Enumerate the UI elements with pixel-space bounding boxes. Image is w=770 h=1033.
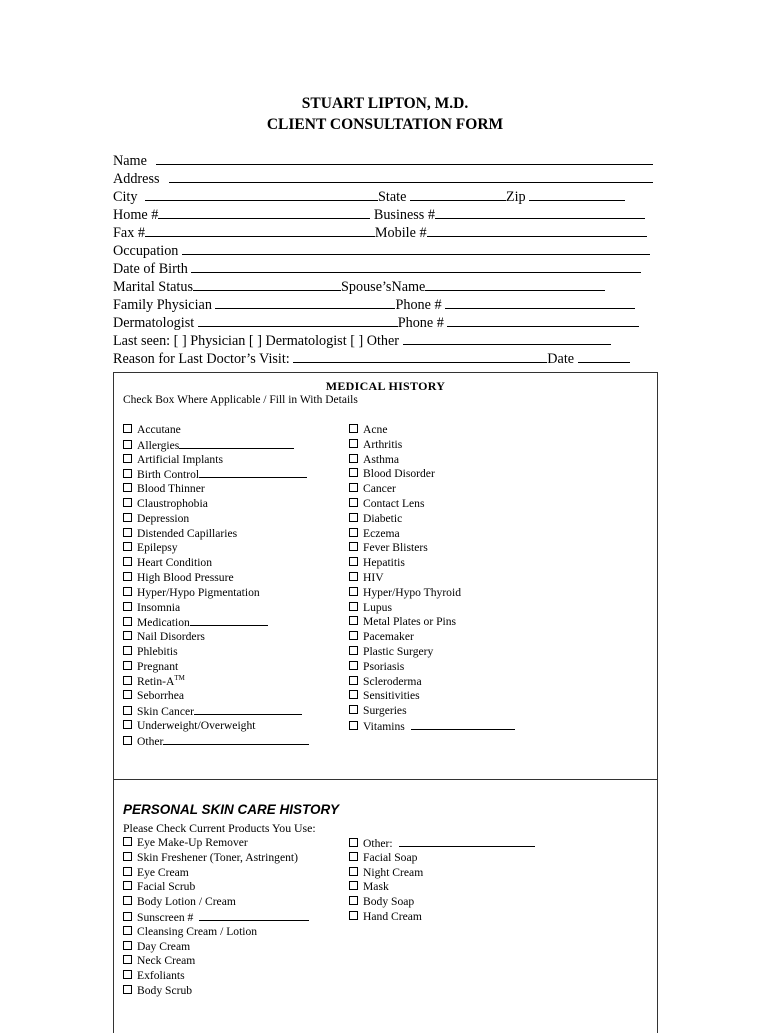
product-label: Facial Scrub <box>137 880 196 894</box>
product-other-fill-line[interactable] <box>399 836 535 847</box>
city-row <box>113 188 658 206</box>
condition-other-fill-line[interactable] <box>163 734 309 745</box>
condition-label: Underweight/Overweight <box>137 718 256 732</box>
checkbox[interactable] <box>123 706 132 715</box>
fax-label: Fax # <box>113 225 145 241</box>
condition-label: High Blood Pressure <box>137 570 234 584</box>
checkbox[interactable] <box>123 690 132 699</box>
checkbox[interactable] <box>349 911 358 920</box>
checkbox[interactable] <box>123 572 132 581</box>
condition-label: Surgeries <box>363 704 407 718</box>
condition-contact-lens <box>349 497 515 512</box>
checkbox[interactable] <box>349 498 358 507</box>
condition-diabetic <box>349 512 515 527</box>
condition-accutane <box>123 423 309 438</box>
checkbox[interactable] <box>123 440 132 449</box>
name-label: Name <box>113 153 147 169</box>
condition-label: Blood Thinner <box>137 482 205 496</box>
checkbox[interactable] <box>349 557 358 566</box>
product-facial-soap <box>349 851 535 866</box>
checkbox[interactable] <box>123 955 132 964</box>
condition-label: Insomnia <box>137 600 181 614</box>
fax-row <box>113 224 658 242</box>
checkbox[interactable] <box>349 721 358 730</box>
condition-label: Blood Disorder <box>363 467 435 481</box>
product-label: Body Scrub <box>137 983 193 997</box>
condition-label: Depression <box>137 511 190 525</box>
condition-hepatitis <box>349 556 515 571</box>
reason-row <box>113 350 658 368</box>
product-label: Body Lotion / Cream <box>137 895 236 909</box>
checkbox[interactable] <box>123 498 132 507</box>
product-label: Neck Cream <box>137 954 196 968</box>
skin-care-right-column <box>349 836 535 925</box>
condition-label: Pacemaker <box>363 630 414 644</box>
product-label: Body Soap <box>363 895 415 909</box>
checkbox[interactable] <box>349 587 358 596</box>
checkbox[interactable] <box>123 617 132 626</box>
phone2-label: Phone # <box>397 315 444 331</box>
condition-other <box>123 734 309 749</box>
condition-blood-disorder <box>349 467 515 482</box>
checkbox[interactable] <box>123 631 132 640</box>
condition-label: Lupus <box>363 600 392 614</box>
date-label: Date <box>547 351 575 367</box>
last-seen-label: Last seen: [ ] Physician [ ] Dermatologist [ ] Other <box>113 333 400 349</box>
checkbox[interactable] <box>123 587 132 596</box>
condition-label: Epilepsy <box>137 541 178 555</box>
history-box <box>113 372 658 1033</box>
checkbox[interactable] <box>123 852 132 861</box>
checkbox[interactable] <box>123 896 132 905</box>
checkbox[interactable] <box>123 469 132 478</box>
occupation-row <box>113 242 658 260</box>
condition-surgeries <box>349 704 515 719</box>
condition-label: Skin Cancer <box>137 705 194 719</box>
product-label: Skin Freshener (Toner, Astringent) <box>137 850 299 864</box>
product-label: Facial Soap <box>363 850 418 864</box>
address-label: Address <box>113 171 160 187</box>
condition-label: Artificial Implants <box>137 452 223 466</box>
condition-label: Medication <box>137 616 190 630</box>
state-label: State <box>378 189 407 205</box>
condition-sensitivities <box>349 689 515 704</box>
address-field[interactable] <box>169 170 653 183</box>
reason-label: Reason for Last Doctor’s Visit: <box>113 351 290 367</box>
last-seen-row <box>113 332 658 350</box>
checkbox[interactable] <box>349 513 358 522</box>
checkbox[interactable] <box>349 468 358 477</box>
product-label: Mask <box>363 880 389 894</box>
checkbox[interactable] <box>123 867 132 876</box>
trademark-mark: TM <box>174 673 185 682</box>
condition-hiv <box>349 571 515 586</box>
city-field[interactable] <box>145 188 378 201</box>
condition-lupus <box>349 601 515 616</box>
condition-vitamins <box>349 719 515 734</box>
checkbox[interactable] <box>349 483 358 492</box>
condition-label: Eczema <box>363 526 400 540</box>
condition-psoriasis <box>349 660 515 675</box>
form-title: CLIENT CONSULTATION FORM <box>266 116 504 133</box>
condition-label: Pregnant <box>137 659 179 673</box>
product-label: Day Cream <box>137 939 191 953</box>
condition-label: Arthritis <box>363 437 403 451</box>
product-hand-cream <box>349 910 535 925</box>
mobile-field[interactable] <box>427 224 647 237</box>
family-physician-row <box>113 296 658 314</box>
condition-label: Vitamins <box>363 719 405 733</box>
checkbox[interactable] <box>123 941 132 950</box>
checkbox[interactable] <box>123 985 132 994</box>
checkbox[interactable] <box>349 439 358 448</box>
condition-fever-blisters <box>349 541 515 556</box>
fax-field[interactable] <box>145 224 375 237</box>
product-exfoliants <box>123 969 309 984</box>
condition-metal-plates-or-pins <box>349 615 515 630</box>
checkbox[interactable] <box>123 528 132 537</box>
zip-field[interactable] <box>529 188 625 201</box>
checkbox[interactable] <box>123 970 132 979</box>
checkbox[interactable] <box>349 838 358 847</box>
condition-label: Allergies <box>137 438 180 452</box>
checkbox[interactable] <box>349 881 358 890</box>
dob-field[interactable] <box>191 260 641 273</box>
condition-cancer <box>349 482 515 497</box>
checkbox[interactable] <box>123 720 132 729</box>
condition-label: Seborrhea <box>137 689 184 703</box>
condition-asthma <box>349 453 515 468</box>
marital-field[interactable] <box>193 278 341 291</box>
checkbox[interactable] <box>349 676 358 685</box>
condition-birth-control <box>123 467 309 482</box>
checkbox[interactable] <box>123 602 132 611</box>
doctor-name-title: STUART LIPTON, M.D. <box>301 95 469 112</box>
dermatologist-label: Dermatologist <box>113 315 195 331</box>
medical-history-right-column <box>349 423 515 734</box>
product-body-lotion-cream <box>123 895 309 910</box>
checkbox[interactable] <box>349 616 358 625</box>
condition-label: Nail Disorders <box>137 630 205 644</box>
condition-blood-thinner <box>123 482 309 497</box>
product-body-soap <box>349 895 535 910</box>
condition-hyper-hypo-thyroid <box>349 586 515 601</box>
condition-claustrophobia <box>123 497 309 512</box>
name-field[interactable] <box>156 152 653 165</box>
checkbox[interactable] <box>123 454 132 463</box>
condition-epilepsy <box>123 541 309 556</box>
product-label: Eye Cream <box>137 865 189 879</box>
dob-label: Date of Birth <box>113 261 188 277</box>
condition-label: Diabetic <box>363 511 403 525</box>
condition-label: Hepatitis <box>363 556 405 570</box>
product-night-cream <box>349 866 535 881</box>
business-label: Business # <box>373 207 435 223</box>
zip-label: Zip <box>505 189 526 205</box>
condition-scleroderma <box>349 675 515 690</box>
product-eye-make-up-remover <box>123 836 309 851</box>
family-physician-field[interactable] <box>215 296 395 309</box>
checkbox[interactable] <box>349 646 358 655</box>
checkbox[interactable] <box>123 881 132 890</box>
product-label: Cleansing Cream / Lotion <box>137 924 258 938</box>
condition-medication <box>123 615 309 630</box>
occupation-label: Occupation <box>113 243 179 259</box>
condition-label: Fever Blisters <box>363 541 428 555</box>
product-label: Exfoliants <box>137 969 185 983</box>
condition-label: Contact Lens <box>363 496 425 510</box>
condition-distended-capillaries <box>123 527 309 542</box>
condition-artificial-implants <box>123 453 309 468</box>
checkbox[interactable] <box>349 705 358 714</box>
checkbox[interactable] <box>349 896 358 905</box>
medical-history-left-column <box>123 423 309 749</box>
checkbox[interactable] <box>123 912 132 921</box>
product-cleansing-cream-lotion <box>123 925 309 940</box>
checkbox[interactable] <box>349 852 358 861</box>
marital-row <box>113 278 658 296</box>
condition-underweight-overweight <box>123 719 309 734</box>
dermatologist-row <box>113 314 658 332</box>
condition-label: Distended Capillaries <box>137 526 238 540</box>
dermatologist-field[interactable] <box>198 314 398 327</box>
phone2-field[interactable] <box>447 314 639 327</box>
condition-phlebitis <box>123 645 309 660</box>
checkbox[interactable] <box>123 736 132 745</box>
condition-label: Hyper/Hypo Thyroid <box>363 585 461 599</box>
skin-care-title: PERSONAL SKIN CARE HISTORY <box>123 802 340 817</box>
product-facial-scrub <box>123 880 309 895</box>
checkbox[interactable] <box>349 631 358 640</box>
condition-depression <box>123 512 309 527</box>
condition-label: Accutane <box>137 423 181 436</box>
condition-label: Metal Plates or Pins <box>363 615 457 629</box>
medical-history-title: MEDICAL HISTORY <box>325 379 446 393</box>
condition-retin-a <box>123 675 309 690</box>
occupation-field[interactable] <box>182 242 650 255</box>
condition-label: Asthma <box>363 452 400 466</box>
product-label: Eye Make-Up Remover <box>137 836 248 849</box>
checkbox[interactable] <box>123 661 132 670</box>
product-label: Hand Cream <box>363 909 422 923</box>
section-divider <box>114 779 657 780</box>
marital-label: Marital Status <box>113 279 193 295</box>
family-physician-label: Family Physician <box>113 297 212 313</box>
product-body-scrub <box>123 984 309 999</box>
condition-pacemaker <box>349 630 515 645</box>
date-field[interactable] <box>578 350 630 363</box>
phone-row <box>113 206 658 224</box>
spouse-label: Spouse’sName <box>341 279 426 295</box>
condition-label: Scleroderma <box>363 674 422 688</box>
checkbox[interactable] <box>123 542 132 551</box>
condition-label: Other <box>137 734 164 748</box>
phone1-label: Phone # <box>395 297 442 313</box>
condition-vitamins-fill-line[interactable] <box>411 719 515 730</box>
condition-label: HIV <box>363 570 384 584</box>
city-label: City <box>113 189 138 205</box>
condition-label: Sensitivities <box>363 689 420 703</box>
condition-label: Claustrophobia <box>137 496 208 510</box>
checkbox[interactable] <box>123 646 132 655</box>
condition-label: Birth Control <box>137 468 200 482</box>
condition-allergies <box>123 438 309 453</box>
checkbox[interactable] <box>123 513 132 522</box>
condition-high-blood-pressure <box>123 571 309 586</box>
product-skin-freshener-toner-astringent <box>123 851 309 866</box>
product-mask <box>349 880 535 895</box>
condition-label: Heart Condition <box>137 556 213 570</box>
product-label: Other: <box>363 837 393 850</box>
checkbox[interactable] <box>349 542 358 551</box>
condition-acne <box>349 423 515 438</box>
product-sunscreen-fill-line[interactable] <box>199 910 309 921</box>
mobile-label: Mobile # <box>374 225 427 241</box>
spouse-field[interactable] <box>425 278 605 291</box>
condition-nail-disorders <box>123 630 309 645</box>
checkbox[interactable] <box>123 557 132 566</box>
checkbox[interactable] <box>349 424 358 433</box>
business-phone-field[interactable] <box>435 206 645 219</box>
skin-care-subtitle: Please Check Current Products You Use: <box>123 821 316 835</box>
product-neck-cream <box>123 954 309 969</box>
condition-plastic-surgery <box>349 645 515 660</box>
address-row <box>113 170 658 188</box>
condition-label: Plastic Surgery <box>363 644 434 658</box>
checkbox[interactable] <box>123 926 132 935</box>
condition-label: Retin-A <box>137 674 175 688</box>
condition-seborrhea <box>123 689 309 704</box>
state-field[interactable] <box>410 188 506 201</box>
product-sunscreen <box>123 910 309 925</box>
product-label: Night Cream <box>363 865 424 879</box>
checkbox[interactable] <box>349 602 358 611</box>
checkbox[interactable] <box>349 661 358 670</box>
checkbox[interactable] <box>349 572 358 581</box>
condition-pregnant <box>123 660 309 675</box>
condition-label: Cancer <box>363 482 396 496</box>
condition-arthritis <box>349 438 515 453</box>
checkbox[interactable] <box>123 676 132 685</box>
condition-label: Acne <box>363 423 388 436</box>
product-eye-cream <box>123 866 309 881</box>
condition-insomnia <box>123 601 309 616</box>
reason-field[interactable] <box>293 350 547 363</box>
checkbox[interactable] <box>349 454 358 463</box>
skin-care-left-column <box>123 836 309 999</box>
checkbox[interactable] <box>349 528 358 537</box>
product-label: Sunscreen # <box>137 910 194 924</box>
condition-allergies-fill-line[interactable] <box>179 438 294 449</box>
condition-heart-condition <box>123 556 309 571</box>
name-row <box>113 152 658 170</box>
contact-fields <box>113 152 658 368</box>
condition-hyper-hypo-pigmentation <box>123 586 309 601</box>
checkbox[interactable] <box>349 690 358 699</box>
checkbox[interactable] <box>123 837 132 846</box>
home-phone-field[interactable] <box>158 206 370 219</box>
product-day-cream <box>123 940 309 955</box>
condition-label: Hyper/Hypo Pigmentation <box>137 585 260 599</box>
product-other <box>349 836 535 851</box>
medical-history-subtitle: Check Box Where Applicable / Fill in With Details <box>123 394 358 406</box>
dob-row <box>113 260 658 278</box>
condition-label: Phlebitis <box>137 644 178 658</box>
condition-eczema <box>349 527 515 542</box>
home-label: Home # <box>113 207 159 223</box>
condition-skin-cancer-fill-line[interactable] <box>194 704 302 715</box>
condition-skin-cancer <box>123 704 309 719</box>
checkbox[interactable] <box>123 483 132 492</box>
last-seen-other-field[interactable] <box>403 332 611 345</box>
condition-label: Psoriasis <box>363 659 405 673</box>
checkbox[interactable] <box>349 867 358 876</box>
checkbox[interactable] <box>123 424 132 433</box>
condition-birth-control-fill-line[interactable] <box>199 467 307 478</box>
phone1-field[interactable] <box>445 296 635 309</box>
condition-medication-fill-line[interactable] <box>190 615 268 626</box>
